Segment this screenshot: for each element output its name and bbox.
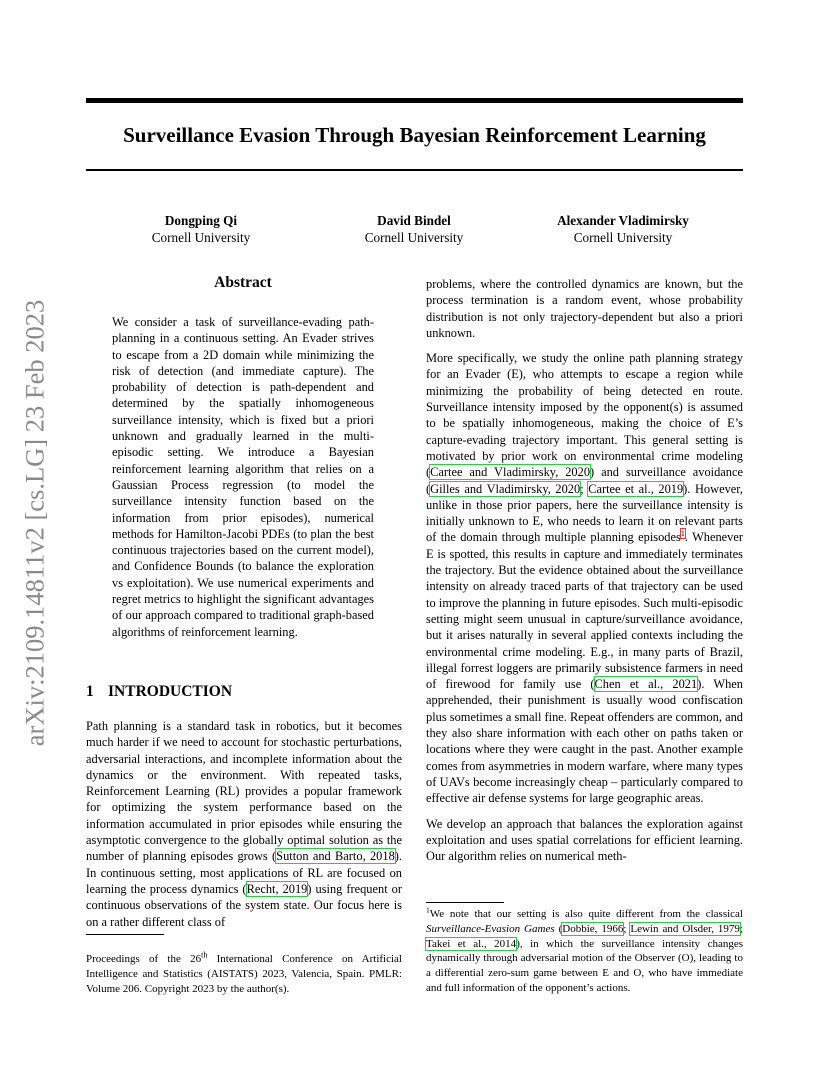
footnote-number: 1 — [426, 905, 430, 915]
citation-link[interactable]: Cartee et al., 2019 — [588, 481, 684, 496]
citation-link[interactable]: Recht, 2019 — [246, 881, 308, 896]
title-bottom-rule — [86, 169, 743, 171]
author-affiliation: Cornell University — [573, 230, 673, 245]
footnote-divider — [86, 934, 164, 935]
body-text: Path planning is a standard task in robotics, but it becomes much harder if we need to account for stochastic perturbations, adversarial interactions, and incomplete information about the dynamics or the environment. With repeated tasks, Reinforcement Learning (RL) provides a popular framework for optimizing the system performance based on the information accumulated in prior episodes while ensuring the asymptotic convergence to the globally optimal solution as the number of planning episodes grows ( — [86, 719, 402, 864]
body-text: ). However, unlike in those prior papers, here the surveillance intensity is initially unknown to E, who needs to learn it on relevant parts of the domain through multiple planning episodes — [426, 481, 743, 545]
right-column — [426, 276, 743, 873]
superscript: th — [201, 950, 208, 960]
arxiv-identifier: arXiv:2109.14811v2 [cs.LG] 23 Feb 2023 — [19, 299, 50, 747]
author-name: David Bindel — [377, 213, 451, 228]
body-text: . Whenever E is spotted, this results in capture and immediately terminates the trajectory. But the evidence obtained about the surveillance intensity on already traced parts of that trajectory can be used to improve the planning in future episodes. Such multi-episodic setting might seem unusual in capture/surveillance avoidance, but it arises naturally in several applied contexts including the environmental crime modeling. E.g., in many parts of Brazil, illegal forrest loggers are primarily subsistence farmers in need of firewood for family use ( — [426, 530, 743, 692]
body-text: ) using frequent or continuous observations of the system state. Our focus here is on a rather different class of — [86, 881, 402, 929]
citation-link[interactable]: Takei et al., 2014 — [426, 937, 517, 950]
body-text: ). When apprehended, their punishment is usually wood confiscation plus sometimes a small fine. Repeat offenders are common, and they also share information with each other on paths taken or locations where they were caught in the past. Another example comes from asymmetries in modern warfare, where many types of UAVs become increasingly cheap – particularly compared to effective air defense systems for large geographic areas. — [426, 677, 743, 806]
author-affiliation: Cornell University — [364, 230, 464, 245]
citation-link[interactable]: Dobbie, 1966 — [562, 922, 624, 935]
citation-link[interactable]: Lewin and Olsder, 1979 — [630, 922, 740, 935]
body-paragraph — [426, 350, 743, 806]
title-top-rule — [86, 98, 743, 103]
emphasis-text: Surveillance-Evasion Games — [426, 922, 555, 935]
footnote — [426, 907, 743, 996]
body-text: More specifically, we study the online path planning strategy for an Evader (E), who attempts to escape a region while minimizing the probability of being detected en route. Surveillance intensity imposed by the opponent(s) is assumed to be spatially inhomogeneous, making the choice of E’s capture-evading trajectory important. This general setting is motivated by prior work on environmental crime modeling ( — [426, 351, 743, 480]
abstract-heading: Abstract — [214, 274, 272, 291]
citation-link[interactable]: Gilles and Vladimirsky, 2020 — [430, 481, 581, 496]
author-block — [304, 212, 524, 246]
body-text: ), in which the surveillance intensity changes dynamically through adversarial motion of the Observer (O), leading to a differential zero-sum game between E and O, who have immediate and full information of the opponent’s actions. — [426, 937, 743, 994]
body-text: ; — [580, 481, 589, 496]
body-text: ; — [623, 922, 631, 935]
proceedings-note — [86, 952, 402, 996]
author-name: Dongping Qi — [164, 213, 238, 228]
citation-link[interactable]: Sutton and Barto, 2018 — [276, 849, 395, 864]
body-text: International Conference on Artificial Intelligence and Statistics (AISTATS) 2023, Valencia, Spain. PMLR: Volume 206. Copyright 2023 by the author(s). — [86, 953, 402, 995]
body-text: ; — [739, 922, 743, 935]
section-number: 1 — [86, 683, 94, 700]
footnote-link[interactable]: 1 — [680, 529, 685, 539]
body-paragraph: problems, where the controlled dynamics are known, but the process termination is a random event, whose probability distribution is not only trajectory-dependent but also a priori unknown. — [426, 277, 743, 340]
author-block — [513, 212, 733, 246]
body-text: ). In continuous setting, most applications of RL are focused on learning the process dynamics ( — [86, 849, 402, 896]
author-name: Alexander Vladimirsky — [557, 213, 689, 228]
section-title: INTRODUCTION — [108, 683, 233, 700]
section-heading — [86, 683, 232, 701]
author-block — [91, 212, 311, 246]
body-text: Proceedings of the 26 — [86, 953, 202, 965]
body-text: We note that our setting is also quite different from the classical — [429, 908, 743, 920]
paper-title: Surveillance Evasion Through Bayesian Reinforcement Learning — [123, 123, 706, 147]
intro-paragraph — [86, 718, 402, 930]
citation-link[interactable]: Cartee and Vladimirsky, 2020 — [430, 465, 591, 480]
body-text: ) and surveillance avoidance ( — [426, 465, 743, 496]
citation-link[interactable]: Chen et al., 2021 — [594, 677, 698, 692]
body-paragraph: We develop an approach that balances the exploration against exploitation and uses spatial correlations for efficient learning. Our algorithm relies on numerical meth- — [426, 816, 743, 864]
author-affiliation: Cornell University — [151, 230, 251, 245]
footnote-divider — [426, 902, 504, 903]
body-text: ( — [554, 922, 563, 935]
abstract-text: We consider a task of surveillance-evading path-planning in a continuous setting. An Evader strives to escape from a 2D domain while minimizing the risk of detection (and immediate capture). The probability of detection is path-dependent and determined by the spatially inhomogeneous surveillance intensity, which is fixed but a priori unknown and gradually learned in the multi-episodic setting. We introduce a Bayesian reinforcement learning algorithm that relies on a Gaussian Process regression (to model the surveillance intensity function based on the information from prior episodes), numerical methods for Hamilton-Jacobi PDEs (to plan the best continuous trajectories based on the current model), and Confidence Bounds (to balance the exploration vs exploitation). We use numerical experiments and regret metrics to highlight the significant advantages of our approach compared to traditional graph-based algorithms of reinforcement learning. — [112, 315, 374, 639]
